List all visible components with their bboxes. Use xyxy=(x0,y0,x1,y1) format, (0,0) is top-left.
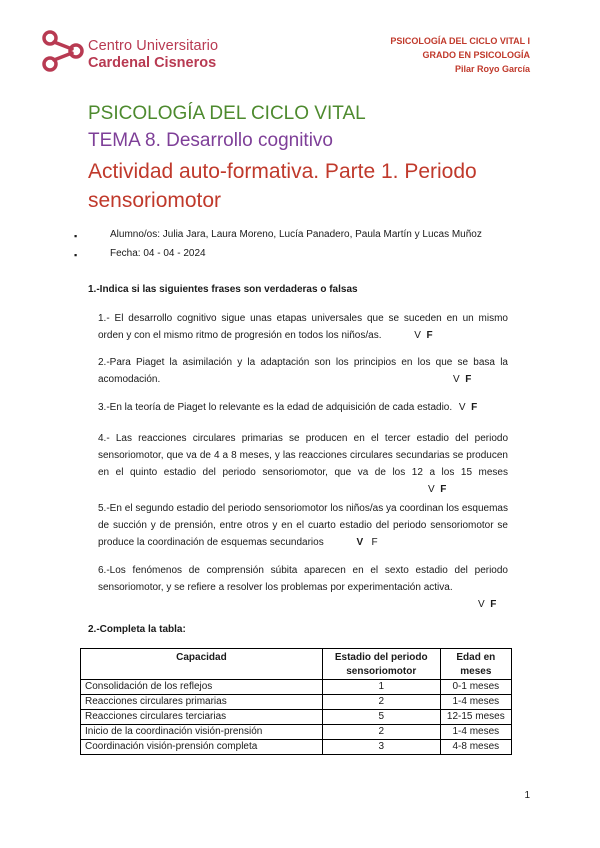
question-2 xyxy=(98,354,508,388)
question-1 xyxy=(98,310,508,344)
false-option[interactable]: F xyxy=(371,537,378,548)
col-header-age: Edad en meses xyxy=(440,649,511,680)
question-text: 4.- Las reacciones circulares primarias se producen en el tercer estadio del periodo sensoriomotor, que va de 4 a 8 meses, y las reacciones circulares secundarias se producen en el quinto estadio del periodo sensoriomotor, que va de los 12 a los 15 meses xyxy=(98,433,508,478)
col-header-capacity: Capacidad xyxy=(81,649,323,680)
false-option[interactable]: F xyxy=(471,402,478,413)
table-row xyxy=(81,695,512,710)
cell-stage[interactable]: 2 xyxy=(322,695,440,710)
header-teacher: Pilar Royo García xyxy=(454,64,530,74)
question-5 xyxy=(98,500,508,551)
true-option[interactable]: V xyxy=(453,374,460,385)
table-row xyxy=(81,725,512,740)
question-text: 5.-En el segundo estadio del periodo sensoriomotor los niños/as ya coordinan los esquemas de succión y de prensión, entre otros y en el cuarto estadio del periodo sensoriomotor se produce la coordinación de esquemas secundarios xyxy=(98,503,508,548)
header-course: PSICOLOGÍA DEL CICLO VITAL I xyxy=(390,36,530,46)
true-option[interactable]: V xyxy=(356,537,364,548)
cell-age[interactable]: 12-15 meses xyxy=(440,710,511,725)
header-degree: GRADO EN PSICOLOGÍA xyxy=(422,50,530,60)
col-header-stage: Estadio del periodo sensoriomotor xyxy=(322,649,440,680)
cell-age[interactable]: 4-8 meses xyxy=(440,740,511,755)
question-text: 6.-Los fenómenos de comprensión súbita aparecen en el sexto estadio del periodo sensoriomotor, y se refiere a resolver los problemas por experimentación activa. xyxy=(98,565,508,593)
bullet-icon: ▪ xyxy=(74,231,78,241)
true-option[interactable]: V xyxy=(478,599,485,610)
cell-stage[interactable]: 2 xyxy=(322,725,440,740)
topic-title: TEMA 8. Desarrollo cognitivo xyxy=(88,130,333,151)
cell-age[interactable]: 0-1 meses xyxy=(440,680,511,695)
table-row xyxy=(81,680,512,695)
subject-title: PSICOLOGÍA DEL CICLO VITAL xyxy=(88,103,366,124)
false-option[interactable]: F xyxy=(426,330,433,341)
date-line: Fecha: 04 - 04 - 2024 xyxy=(110,248,206,259)
students-line: Alumno/os: Julia Jara, Laura Moreno, Lucía Panadero, Paula Martín y Lucas Muñoz xyxy=(110,229,482,240)
cell-capacity[interactable]: Consolidación de los reflejos xyxy=(81,680,323,695)
question-text: 2.-Para Piaget la asimilación y la adaptación son los principios en los que se basa la acomodación. xyxy=(98,357,508,385)
cell-capacity[interactable]: Inicio de la coordinación visión-prensión xyxy=(81,725,323,740)
question-4 xyxy=(98,430,508,498)
cell-capacity[interactable]: Reacciones circulares primarias xyxy=(81,695,323,710)
true-option[interactable]: V xyxy=(428,484,435,495)
table-row xyxy=(81,740,512,755)
false-option[interactable]: F xyxy=(465,374,472,385)
cell-stage[interactable]: 1 xyxy=(322,680,440,695)
page-number: 1 xyxy=(524,790,530,801)
false-option[interactable]: F xyxy=(440,484,447,495)
true-option[interactable]: V xyxy=(458,402,466,413)
cell-stage[interactable]: 3 xyxy=(322,740,440,755)
table-header-row xyxy=(81,649,512,680)
section2-title: 2.-Completa la tabla: xyxy=(88,624,186,635)
cell-age[interactable]: 1-4 meses xyxy=(440,695,511,710)
stages-table xyxy=(80,648,512,755)
activity-title: Actividad auto-formativa. Parte 1. Periodo sensoriomotor xyxy=(88,160,477,212)
org-name-line2: Cardenal Cisneros xyxy=(88,55,217,71)
cell-capacity[interactable]: Reacciones circulares terciarias xyxy=(81,710,323,725)
cell-stage[interactable]: 5 xyxy=(322,710,440,725)
bullet-icon: ▪ xyxy=(74,250,78,260)
false-option[interactable]: F xyxy=(490,599,497,610)
true-option[interactable]: V xyxy=(414,330,421,341)
question-3 xyxy=(98,399,508,416)
cell-age[interactable]: 1-4 meses xyxy=(440,725,511,740)
question-6 xyxy=(98,562,508,613)
question-text: 3.-En la teoría de Piaget lo relevante es la edad de adquisición de cada estadio. xyxy=(98,402,453,413)
section1-title: 1.-Indica si las siguientes frases son verdaderas o falsas xyxy=(88,284,358,295)
question-text: 1.- El desarrollo cognitivo sigue unas etapas universales que se suceden en un mismo orden y con el mismo ritmo de progresión en todos los niños/as. xyxy=(98,313,508,341)
org-name-line1: Centro Universitario xyxy=(88,38,219,54)
table-row xyxy=(81,710,512,725)
cell-capacity[interactable]: Coordinación visión-prensión completa xyxy=(81,740,323,755)
university-logo-icon xyxy=(40,28,86,74)
